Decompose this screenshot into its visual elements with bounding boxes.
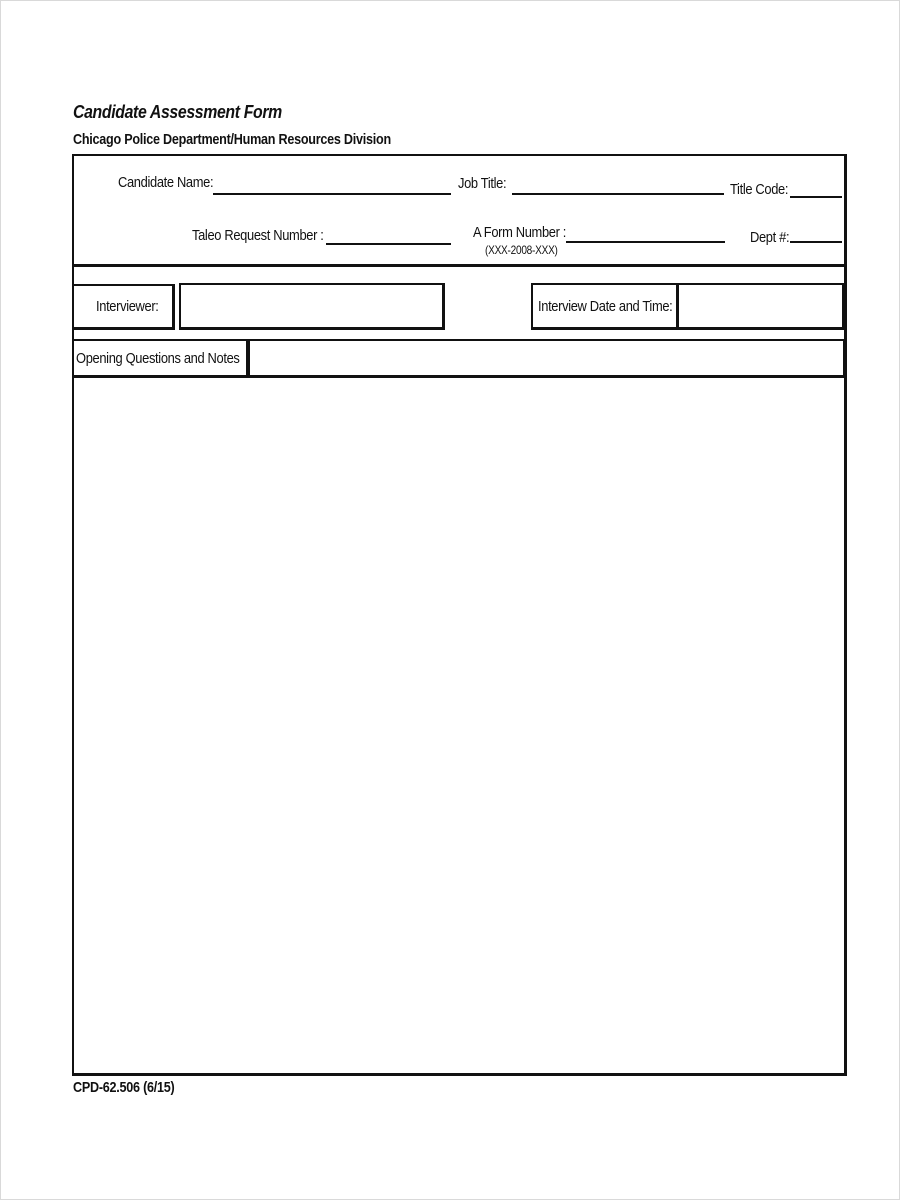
opening-questions-label: Opening Questions and Notes xyxy=(76,350,240,367)
dept-number-label: Dept #: xyxy=(750,229,790,246)
form-code: CPD-62.506 (6/15) xyxy=(73,1079,175,1096)
title-code-field[interactable] xyxy=(790,196,842,198)
interview-date-time-label: Interview Date and Time: xyxy=(538,298,673,315)
opening-questions-label-box xyxy=(72,339,250,378)
interview-date-time-field[interactable] xyxy=(676,283,845,330)
opening-questions-header-field xyxy=(246,339,846,378)
form-subtitle: Chicago Police Department/Human Resources Division xyxy=(73,131,391,148)
title-code-label: Title Code: xyxy=(730,181,789,198)
interviewer-label-box xyxy=(72,284,175,330)
candidate-name-field[interactable] xyxy=(213,193,451,195)
job-title-label: Job Title: xyxy=(458,175,507,192)
header-separator xyxy=(73,264,844,267)
interviewer-field[interactable] xyxy=(179,283,445,330)
interviewer-label: Interviewer: xyxy=(96,298,159,315)
taleo-request-field[interactable] xyxy=(326,243,451,245)
candidate-name-label: Candidate Name: xyxy=(118,174,214,191)
dept-number-field[interactable] xyxy=(790,241,842,243)
job-title-field[interactable] xyxy=(512,193,724,195)
notes-field[interactable] xyxy=(74,377,842,1069)
interview-date-time-label-box xyxy=(531,283,679,330)
taleo-request-label: Taleo Request Number : xyxy=(192,227,324,244)
a-form-number-label: A Form Number : xyxy=(473,224,567,241)
a-form-number-format-hint: (XXX-2008-XXX) xyxy=(485,243,558,257)
form-title: Candidate Assessment Form xyxy=(73,102,282,122)
a-form-number-field[interactable] xyxy=(566,241,725,243)
